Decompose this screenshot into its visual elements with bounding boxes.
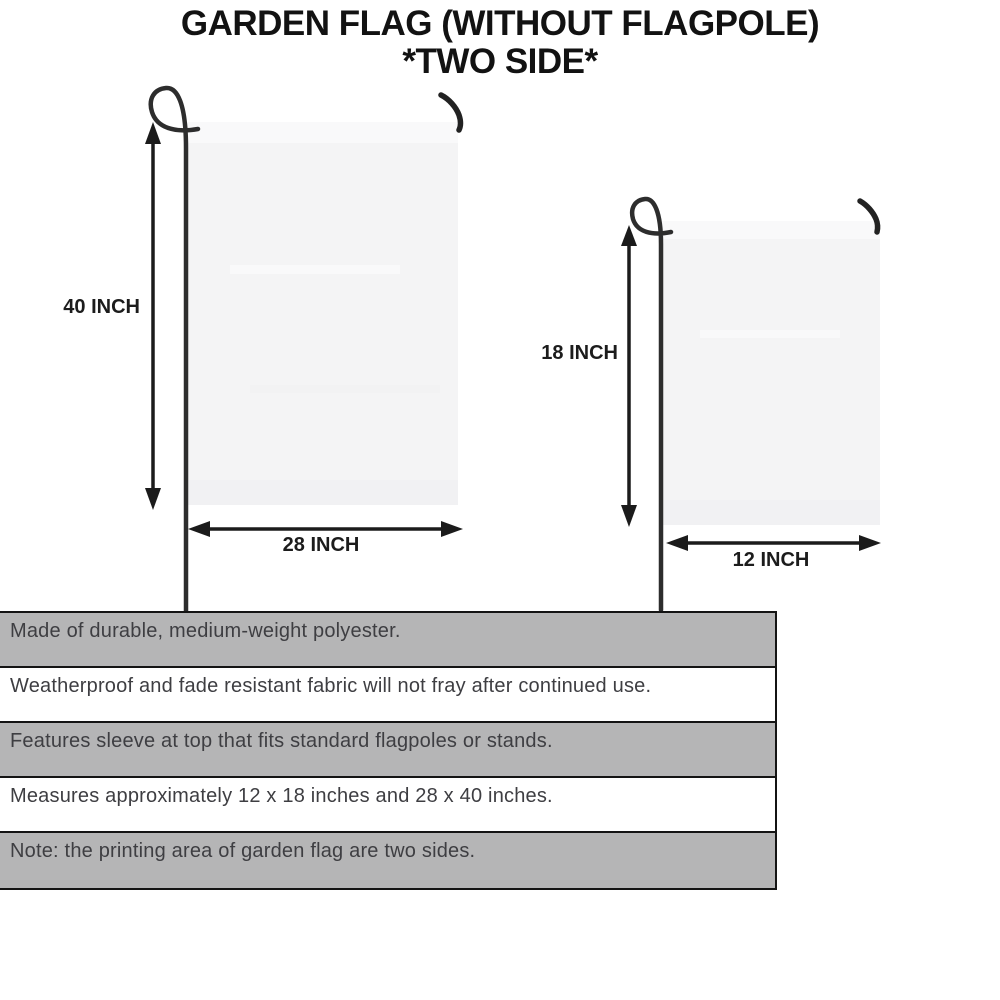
small-height-arrow-icon	[621, 225, 637, 527]
large-flag-bottom-shade	[186, 480, 458, 505]
large-flag-crease	[230, 265, 400, 274]
feature-text: Weatherproof and fade resistant fabric will not fray after continued use.	[10, 675, 652, 697]
feature-row	[0, 723, 775, 778]
small-flag-crease	[700, 330, 840, 338]
large-flag-height-label: 40 INCH	[63, 296, 140, 318]
large-flag-group	[145, 88, 463, 611]
small-flag-sleeve	[662, 221, 880, 239]
title-line-1: GARDEN FLAG (WITHOUT FLAGPOLE)	[180, 4, 820, 43]
small-flag-bottom-shade	[662, 500, 880, 525]
feature-text: Features sleeve at top that fits standard flagpoles or stands.	[10, 730, 553, 752]
large-flag-crease	[250, 385, 440, 393]
feature-table	[0, 611, 777, 890]
large-flag-fabric	[186, 122, 458, 505]
large-flag-width-label: 28 INCH	[282, 534, 360, 556]
large-flag-sleeve	[186, 122, 458, 143]
title-line-2: *TWO SIDE*	[402, 42, 598, 81]
feature-text: Made of durable, medium-weight polyester.	[10, 620, 401, 642]
feature-text: Note: the printing area of garden flag are two sides.	[10, 840, 476, 862]
large-height-arrow-icon	[145, 122, 161, 510]
feature-row	[0, 668, 775, 723]
small-flag-fabric	[662, 221, 880, 525]
feature-row	[0, 778, 775, 833]
small-flag-width-label: 12 INCH	[732, 549, 810, 571]
feature-row	[0, 833, 775, 888]
small-flag-height-label: 18 INCH	[541, 342, 618, 364]
feature-text: Measures approximately 12 x 18 inches and 28 x 40 inches.	[10, 785, 553, 807]
feature-row	[0, 613, 775, 668]
